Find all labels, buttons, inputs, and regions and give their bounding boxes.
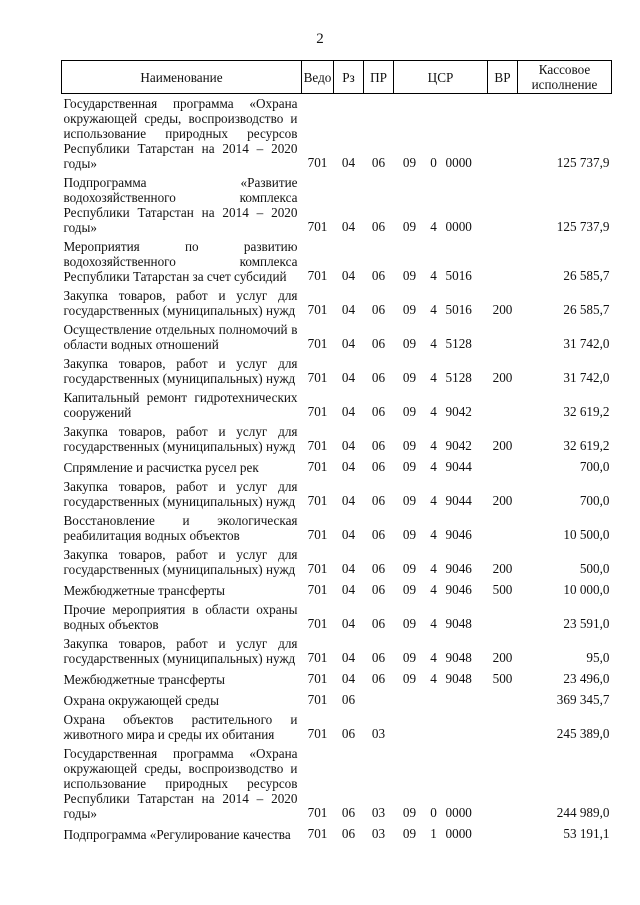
row-total: 10 500,0 bbox=[563, 527, 610, 542]
table-row bbox=[62, 477, 612, 511]
row-vr bbox=[488, 94, 518, 174]
row-total: 95,0 bbox=[586, 650, 610, 665]
csr-code: 9044 bbox=[445, 459, 472, 474]
header-name: Наименование bbox=[62, 61, 302, 94]
csr-program: 09 bbox=[402, 268, 417, 283]
row-csr bbox=[394, 354, 488, 388]
row-vedo: 701 bbox=[307, 493, 328, 508]
row-total: 700,0 bbox=[579, 493, 610, 508]
table-row bbox=[62, 354, 612, 388]
csr-subprogram: 4 bbox=[430, 493, 437, 508]
csr-code: 0000 bbox=[445, 219, 472, 234]
row-vedo: 701 bbox=[307, 336, 328, 351]
row-vedo: 701 bbox=[307, 370, 328, 385]
row-pr bbox=[364, 689, 394, 710]
row-vr: 500 bbox=[492, 671, 513, 686]
row-total: 10 000,0 bbox=[563, 582, 610, 597]
row-total: 369 345,7 bbox=[556, 692, 610, 707]
row-total: 23 591,0 bbox=[563, 616, 610, 631]
row-total: 26 585,7 bbox=[563, 302, 610, 317]
csr-program: 09 bbox=[402, 438, 417, 453]
csr-code: 5016 bbox=[445, 268, 472, 283]
row-total: 245 389,0 bbox=[556, 726, 610, 741]
table-row bbox=[62, 744, 612, 823]
csr-code: 5016 bbox=[445, 302, 472, 317]
csr-subprogram: 4 bbox=[430, 219, 437, 234]
csr-subprogram: 4 bbox=[430, 336, 437, 351]
csr-subprogram: 4 bbox=[430, 459, 437, 474]
row-vr: 500 bbox=[492, 582, 513, 597]
row-total: 244 989,0 bbox=[556, 805, 610, 820]
csr-code: 9048 bbox=[445, 650, 472, 665]
row-name: Закупка товаров, работ и услуг для государственных (муниципальных) нужд bbox=[63, 547, 298, 577]
row-total: 26 585,7 bbox=[563, 268, 610, 283]
row-pr: 06 bbox=[371, 650, 386, 665]
row-pr: 06 bbox=[371, 671, 386, 686]
csr-subprogram: 0 bbox=[430, 155, 437, 170]
row-name: Закупка товаров, работ и услуг для государственных (муниципальных) нужд bbox=[63, 636, 298, 666]
row-name: Межбюджетные трансферты bbox=[63, 672, 225, 687]
row-csr bbox=[394, 600, 488, 634]
csr-program: 09 bbox=[402, 336, 417, 351]
row-vedo: 701 bbox=[307, 726, 328, 741]
row-rz: 04 bbox=[341, 155, 356, 170]
row-rz: 04 bbox=[341, 268, 356, 283]
row-csr bbox=[394, 237, 488, 286]
header-csr: ЦСР bbox=[394, 61, 488, 94]
row-name: Закупка товаров, работ и услуг для государственных (муниципальных) нужд bbox=[63, 288, 298, 318]
row-pr: 06 bbox=[371, 561, 386, 576]
table-row bbox=[62, 689, 612, 710]
row-pr: 06 bbox=[371, 459, 386, 474]
row-total: 31 742,0 bbox=[563, 336, 610, 351]
row-total: 32 619,2 bbox=[563, 404, 610, 419]
row-rz: 04 bbox=[341, 561, 356, 576]
table-row bbox=[62, 511, 612, 545]
csr-subprogram: 4 bbox=[430, 527, 437, 542]
csr-subprogram: 4 bbox=[430, 268, 437, 283]
row-rz: 04 bbox=[341, 404, 356, 419]
row-pr: 06 bbox=[371, 370, 386, 385]
row-name: Подпрограмма «Регулирование качества bbox=[63, 827, 291, 842]
row-csr bbox=[394, 477, 488, 511]
row-vr bbox=[488, 600, 518, 634]
row-rz: 04 bbox=[341, 302, 356, 317]
row-name: Восстановление и экологическая реабилитация водных объектов bbox=[63, 513, 298, 543]
csr-program: 09 bbox=[402, 155, 417, 170]
table-row bbox=[62, 173, 612, 237]
row-vedo: 701 bbox=[307, 805, 328, 820]
row-name: Спрямление и расчистка русел рек bbox=[63, 460, 259, 475]
row-rz: 04 bbox=[341, 370, 356, 385]
row-vedo: 701 bbox=[307, 527, 328, 542]
table-row bbox=[62, 388, 612, 422]
row-csr bbox=[394, 94, 488, 174]
csr-code: 0000 bbox=[445, 155, 472, 170]
row-csr bbox=[394, 744, 488, 823]
row-vr bbox=[488, 237, 518, 286]
table-row bbox=[62, 545, 612, 579]
row-name: Закупка товаров, работ и услуг для государственных (муниципальных) нужд bbox=[63, 424, 298, 454]
row-name: Межбюджетные трансферты bbox=[63, 583, 225, 598]
row-vr bbox=[488, 689, 518, 710]
row-total: 31 742,0 bbox=[563, 370, 610, 385]
row-name: Подпрограмма «Развитие водохозяйственного комплекса Республики Татарстан на 2014 – 2020 годы» bbox=[63, 175, 298, 235]
row-total: 500,0 bbox=[579, 561, 610, 576]
row-vr bbox=[488, 823, 518, 844]
row-rz: 04 bbox=[341, 616, 356, 631]
csr-code: 9048 bbox=[445, 616, 472, 631]
csr-program: 09 bbox=[402, 616, 417, 631]
csr-program: 09 bbox=[402, 302, 417, 317]
table-row bbox=[62, 600, 612, 634]
csr-code: 9042 bbox=[445, 404, 472, 419]
row-pr: 06 bbox=[371, 336, 386, 351]
table-row bbox=[62, 579, 612, 600]
csr-program: 09 bbox=[402, 370, 417, 385]
row-vr bbox=[488, 388, 518, 422]
row-vr: 200 bbox=[492, 561, 513, 576]
row-csr bbox=[394, 689, 488, 710]
row-csr bbox=[394, 579, 488, 600]
row-vedo: 701 bbox=[307, 268, 328, 283]
page-number: 2 bbox=[316, 31, 324, 47]
csr-subprogram: 4 bbox=[430, 616, 437, 631]
row-csr bbox=[394, 320, 488, 354]
table-header bbox=[62, 61, 612, 94]
csr-subprogram: 1 bbox=[430, 826, 437, 841]
row-csr bbox=[394, 823, 488, 844]
row-rz: 04 bbox=[341, 527, 356, 542]
row-rz: 04 bbox=[341, 671, 356, 686]
row-vr bbox=[488, 744, 518, 823]
csr-program: 09 bbox=[402, 404, 417, 419]
row-rz: 04 bbox=[341, 438, 356, 453]
budget-table bbox=[61, 60, 612, 844]
row-csr bbox=[394, 173, 488, 237]
row-csr bbox=[394, 422, 488, 456]
row-name: Закупка товаров, работ и услуг для государственных (муниципальных) нужд bbox=[63, 479, 298, 509]
row-name: Охрана объектов растительного и животного мира и среды их обитания bbox=[63, 712, 298, 742]
csr-program: 09 bbox=[402, 493, 417, 508]
header-vr: ВР bbox=[488, 61, 518, 94]
row-vr bbox=[488, 320, 518, 354]
row-rz: 04 bbox=[341, 336, 356, 351]
row-pr: 06 bbox=[371, 219, 386, 234]
row-pr: 03 bbox=[371, 805, 386, 820]
row-pr: 06 bbox=[371, 582, 386, 597]
row-vedo: 701 bbox=[307, 616, 328, 631]
row-vedo: 701 bbox=[307, 826, 328, 841]
row-pr: 06 bbox=[371, 616, 386, 631]
row-vedo: 701 bbox=[307, 302, 328, 317]
row-total: 700,0 bbox=[579, 459, 610, 474]
csr-program: 09 bbox=[402, 805, 417, 820]
csr-program: 09 bbox=[402, 527, 417, 542]
row-vr: 200 bbox=[492, 493, 513, 508]
header-total: Кассовое исполнение bbox=[518, 61, 612, 94]
row-vr: 200 bbox=[492, 650, 513, 665]
row-csr bbox=[394, 511, 488, 545]
row-vedo: 701 bbox=[307, 459, 328, 474]
row-pr: 03 bbox=[371, 826, 386, 841]
table-row bbox=[62, 710, 612, 744]
row-name: Закупка товаров, работ и услуг для государственных (муниципальных) нужд bbox=[63, 356, 298, 386]
table-row bbox=[62, 634, 612, 668]
row-vedo: 701 bbox=[307, 671, 328, 686]
table-row bbox=[62, 823, 612, 844]
row-rz: 04 bbox=[341, 493, 356, 508]
row-name: Осуществление отдельных полномочий в области водных отношений bbox=[63, 322, 298, 352]
table-row bbox=[62, 422, 612, 456]
row-name: Государственная программа «Охрана окружающей среды, воспроизводство и использование природных ресурсов Республики Татарстан на 2014 – 2020 годы» bbox=[63, 96, 298, 171]
row-rz: 06 bbox=[341, 805, 356, 820]
table-row bbox=[62, 668, 612, 689]
csr-code: 9048 bbox=[445, 671, 472, 686]
csr-code: 9046 bbox=[445, 582, 472, 597]
csr-code: 9046 bbox=[445, 561, 472, 576]
table-row bbox=[62, 320, 612, 354]
csr-program: 09 bbox=[402, 561, 417, 576]
row-name: Капитальный ремонт гидротехнических сооружений bbox=[63, 390, 298, 420]
row-total: 23 496,0 bbox=[563, 671, 610, 686]
row-vedo: 701 bbox=[307, 650, 328, 665]
header-pr: ПР bbox=[364, 61, 394, 94]
row-rz: 04 bbox=[341, 459, 356, 474]
row-rz: 04 bbox=[341, 582, 356, 597]
row-csr bbox=[394, 545, 488, 579]
row-csr bbox=[394, 710, 488, 744]
row-pr: 06 bbox=[371, 438, 386, 453]
csr-program: 09 bbox=[402, 219, 417, 234]
row-vr bbox=[488, 511, 518, 545]
csr-code: 9046 bbox=[445, 527, 472, 542]
row-vedo: 701 bbox=[307, 219, 328, 234]
csr-code: 9042 bbox=[445, 438, 472, 453]
row-total: 125 737,9 bbox=[556, 155, 610, 170]
csr-subprogram: 0 bbox=[430, 805, 437, 820]
row-csr bbox=[394, 286, 488, 320]
row-rz: 04 bbox=[341, 650, 356, 665]
csr-subprogram: 4 bbox=[430, 438, 437, 453]
csr-subprogram: 4 bbox=[430, 370, 437, 385]
row-csr bbox=[394, 668, 488, 689]
row-pr: 06 bbox=[371, 268, 386, 283]
row-rz: 06 bbox=[341, 692, 356, 707]
row-vedo: 701 bbox=[307, 561, 328, 576]
row-vr bbox=[488, 173, 518, 237]
row-name: Мероприятия по развитию водохозяйственного комплекса Республики Татарстан за счет субсидий bbox=[63, 239, 298, 284]
row-total: 125 737,9 bbox=[556, 219, 610, 234]
csr-code: 0000 bbox=[445, 826, 472, 841]
row-vr: 200 bbox=[492, 302, 513, 317]
row-vr bbox=[488, 710, 518, 744]
csr-code: 9044 bbox=[445, 493, 472, 508]
row-csr bbox=[394, 456, 488, 477]
row-csr bbox=[394, 634, 488, 668]
row-vr: 200 bbox=[492, 370, 513, 385]
row-vr bbox=[488, 456, 518, 477]
row-vedo: 701 bbox=[307, 582, 328, 597]
csr-code: 5128 bbox=[445, 336, 472, 351]
row-name: Охрана окружающей среды bbox=[63, 693, 219, 708]
header-vedo: Ведо bbox=[302, 61, 334, 94]
row-csr bbox=[394, 388, 488, 422]
csr-code: 0000 bbox=[445, 805, 472, 820]
header-rz: Рз bbox=[334, 61, 364, 94]
row-name: Государственная программа «Охрана окружающей среды, воспроизводство и использование природных ресурсов Республики Татарстан на 2014 – 2020 годы» bbox=[63, 746, 298, 821]
table-row bbox=[62, 237, 612, 286]
csr-program: 09 bbox=[402, 671, 417, 686]
row-pr: 06 bbox=[371, 527, 386, 542]
row-pr: 03 bbox=[371, 726, 386, 741]
csr-subprogram: 4 bbox=[430, 671, 437, 686]
row-pr: 06 bbox=[371, 302, 386, 317]
row-rz: 04 bbox=[341, 219, 356, 234]
row-vr: 200 bbox=[492, 438, 513, 453]
csr-subprogram: 4 bbox=[430, 561, 437, 576]
table-row bbox=[62, 286, 612, 320]
row-vedo: 701 bbox=[307, 438, 328, 453]
csr-subprogram: 4 bbox=[430, 582, 437, 597]
csr-subprogram: 4 bbox=[430, 404, 437, 419]
table-row bbox=[62, 94, 612, 174]
row-vedo: 701 bbox=[307, 404, 328, 419]
row-rz: 06 bbox=[341, 826, 356, 841]
row-total: 53 191,1 bbox=[563, 826, 610, 841]
row-total: 32 619,2 bbox=[563, 438, 610, 453]
csr-program: 09 bbox=[402, 582, 417, 597]
row-vedo: 701 bbox=[307, 155, 328, 170]
row-pr: 06 bbox=[371, 155, 386, 170]
csr-subprogram: 4 bbox=[430, 650, 437, 665]
csr-program: 09 bbox=[402, 459, 417, 474]
row-name: Прочие мероприятия в области охраны водных объектов bbox=[63, 602, 298, 632]
row-pr: 06 bbox=[371, 404, 386, 419]
table-body bbox=[62, 94, 612, 845]
table-row bbox=[62, 456, 612, 477]
csr-code: 5128 bbox=[445, 370, 472, 385]
csr-program: 09 bbox=[402, 650, 417, 665]
row-rz: 06 bbox=[341, 726, 356, 741]
csr-subprogram: 4 bbox=[430, 302, 437, 317]
row-vedo: 701 bbox=[307, 692, 328, 707]
row-pr: 06 bbox=[371, 493, 386, 508]
csr-program: 09 bbox=[402, 826, 417, 841]
